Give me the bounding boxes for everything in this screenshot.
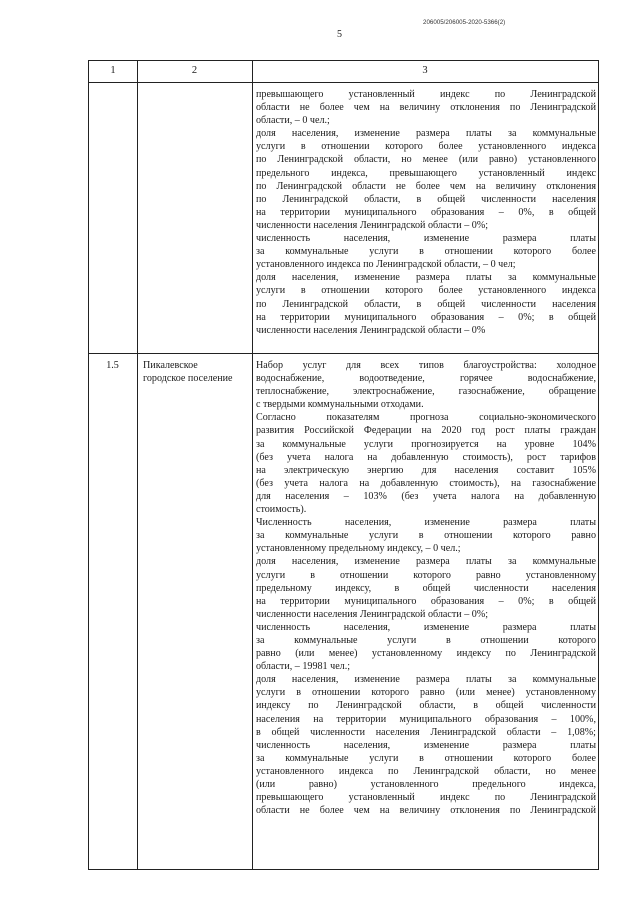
text-line: за коммунальные услуги в отношении которого более <box>256 752 596 764</box>
column-divider <box>252 61 253 869</box>
text-line: предельного индекса, превышающего установленный индекс <box>256 167 596 179</box>
column-divider <box>137 61 138 869</box>
text-line: услуги в отношении которого равно (или менее) установленному <box>256 687 596 699</box>
text-line: равно (или менее) установленному индексу по Ленинградской <box>256 648 596 660</box>
text-line: доля населения, изменение размера платы за коммунальные <box>256 272 596 284</box>
text-line: развития Российской Федерации на 2020 год рост платы граждан <box>256 425 596 437</box>
text-line: на электрическую энергию для населения составит 105% <box>256 464 596 476</box>
text-line: на территории муниципального образования – 0%; в общей <box>256 311 596 323</box>
text-line: Согласно показателям прогноза социально-экономического <box>256 412 596 424</box>
text-line: с твердыми коммунальными отходами. <box>256 399 424 411</box>
text-line: превышающего установленный индекс по Ленинградской <box>256 89 596 100</box>
text-line: по Ленинградской области, но менее (или равно) установленного <box>256 154 596 166</box>
text-line: численность населения, изменение размера платы <box>256 739 596 751</box>
text-line: на территории муниципального образования – 0%, в общей <box>256 206 596 218</box>
document-id: 206005/206005-2020-5366(2) <box>423 19 506 26</box>
text-line: в общей численности населения Ленинградской области – 1,08%; <box>256 726 596 738</box>
text-line: установленному предельному индексу, – 0 чел.; <box>256 543 461 555</box>
text-line: для населения – 103% (без учета налога на добавленную <box>256 490 596 502</box>
row-2-description <box>256 359 596 817</box>
row-2-name-line: городское поселение <box>143 373 233 385</box>
text-line: (без учета налога на добавленную стоимость), рост тарифов <box>256 451 596 463</box>
text-line: услуги в отношении которого равно установленному <box>256 569 596 581</box>
text-line: численности населения Ленинградской области – 0%; <box>256 608 489 620</box>
header-row-divider <box>89 82 598 83</box>
text-line: установленного индекса по Ленинградской области, – 0 чел; <box>256 259 516 271</box>
text-line: превышающего установленный индекс по Ленинградской <box>256 792 596 804</box>
text-line: области не более чем на величину отклонения по Ленинградской <box>256 102 596 114</box>
row-2-name <box>143 359 243 385</box>
text-line: численность населения, изменение размера платы <box>256 621 596 633</box>
column-header-1: 1 <box>110 65 116 76</box>
text-line: индексу по Ленинградской области, в общей численности <box>256 700 596 712</box>
text-line: за коммунальные услуги прогнозируется на уровне 104% <box>256 438 596 450</box>
row-1-description <box>256 88 596 337</box>
text-line: за коммунальные услуги в отношении которого равно <box>256 530 596 542</box>
text-line: области, – 0 чел.; <box>256 115 330 127</box>
text-line: области, – 19981 чел.; <box>256 661 351 673</box>
row-divider <box>89 353 598 354</box>
text-line: доля населения, изменение размера платы за коммунальные <box>256 128 596 140</box>
text-line: численности населения Ленинградской области – 0% <box>256 324 486 336</box>
text-line: предельному индексу, в общей численности населения <box>256 582 596 594</box>
text-line: доля населения, изменение размера платы за коммунальные <box>256 556 596 568</box>
text-line: по Ленинградской области, в общей численности населения <box>256 298 596 310</box>
text-line: (или равно) установленного предельного индекса, <box>256 779 596 790</box>
text-line: за коммунальные услуги в отношении которого более <box>256 246 596 258</box>
text-line: численность населения, изменение размера платы <box>256 233 596 245</box>
row-2-name-line: Пикалевское <box>143 360 198 371</box>
text-line: на территории муниципального образования – 0%; в общей <box>256 595 596 607</box>
text-line: водоснабжение, водоотведение, горячее водоснабжение, <box>256 373 596 385</box>
text-line: (без учета налога на добавленную стоимость), на газоснабжение <box>256 477 596 489</box>
text-line: по Ленинградской области, в общей численности населения <box>256 193 596 205</box>
text-line: Набор услуг для всех типов благоустройства: холодное <box>256 360 596 371</box>
text-line: за коммунальные услуги в отношении которого <box>256 634 596 646</box>
text-line: теплоснабжение, электроснабжение, газоснабжение, обращение <box>256 386 596 398</box>
text-line: услуги в отношении которого более установленного индекса <box>256 285 596 297</box>
row-2-number: 1.5 <box>106 360 119 371</box>
column-header-2: 2 <box>191 65 198 76</box>
main-table <box>88 60 599 870</box>
text-line: услуги в отношении которого более установленного индекса <box>256 141 596 153</box>
text-line: доля населения, изменение размера платы за коммунальные <box>256 674 596 686</box>
text-line: установленного индекса по Ленинградской области, но менее <box>256 765 596 777</box>
text-line: стоимость). <box>256 504 307 516</box>
column-header-3: 3 <box>422 65 428 76</box>
text-line: по Ленинградской области не более чем на величину отклонения <box>256 180 596 192</box>
text-line: населения на территории муниципального образования – 100%, <box>256 713 596 725</box>
text-line: области не более чем на величину отклонения по Ленинградской <box>256 805 596 817</box>
text-line: Численность населения, изменение размера платы <box>256 517 596 529</box>
text-line: численности населения Ленинградской области – 0%; <box>256 219 489 231</box>
page-number: 5 <box>337 29 342 40</box>
